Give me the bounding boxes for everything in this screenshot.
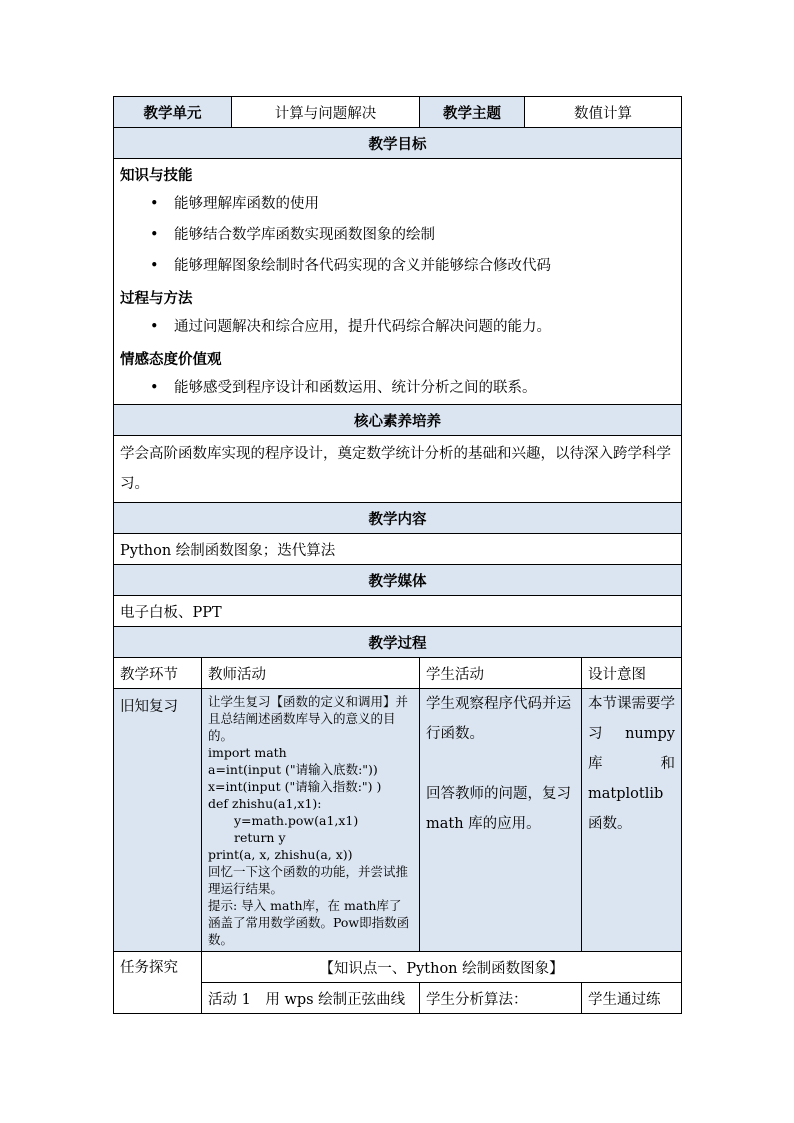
media-title: 教学媒体 (114, 565, 682, 596)
column-header-student: 学生活动 (420, 658, 582, 689)
review-student-1: 学生观察程序代码并运行函数。 (426, 696, 571, 742)
review-intent-1: 本节课需要学习 numpy (588, 696, 675, 742)
code-line: import math (208, 745, 287, 760)
lesson-plan-page (113, 96, 681, 1014)
review-student-2: 回答教师的问题，复习 math 库的应用。 (426, 786, 571, 832)
list-item: • 能够理解库函数的使用 (120, 189, 675, 220)
unit-value: 计算与问题解决 (232, 97, 420, 128)
code-line: print(a, x, zhishu(a, x)) (208, 847, 353, 862)
process-list (120, 312, 675, 343)
review-teacher-hint: 提示: 导入 math库，在 math库了涵盖了常用数学函数。Pow即指数函数。 (208, 898, 410, 947)
code-line: x=int(input ("请输入指数:") ) (208, 779, 382, 794)
process-heading: 过程与方法 (120, 290, 193, 307)
objectives-body (114, 159, 682, 405)
explore-knowledge-point: 【知识点一、Python 绘制函数图象】 (202, 952, 682, 983)
explore-teacher-activity: 活动 1 用 wps 绘制正弦曲线 (202, 983, 420, 1014)
content-title: 教学内容 (114, 503, 682, 534)
review-intent-3: matplotlib 函数。 (588, 786, 664, 832)
code-line: y=math.pow(a1,x1) (234, 813, 359, 828)
core-text: 学会高阶函数库实现的程序设计，奠定数学统计分析的基础和兴趣，以待深入跨学科学习。 (114, 436, 682, 503)
knowledge-heading: 知识与技能 (120, 167, 193, 184)
media-text: 电子白板、PPT (114, 596, 682, 627)
list-item: • 能够理解图象绘制时各代码实现的含义并能够综合修改代码 (120, 251, 675, 282)
emotion-heading: 情感态度价值观 (120, 351, 222, 368)
code-line: return y (234, 830, 286, 845)
explore-design-intent: 学生通过练 (582, 983, 682, 1014)
review-student-activity (420, 689, 582, 952)
unit-label: 教学单元 (114, 97, 232, 128)
lesson-plan-table (113, 96, 682, 1014)
explore-stage: 任务探究 (114, 952, 202, 1014)
review-intent-2: 库 和 (588, 756, 675, 772)
knowledge-list (120, 189, 675, 282)
review-teacher-intro: 让学生复习【函数的定义和调用】并且总结阐述函数库导入的意义的目的。 (208, 694, 409, 743)
column-header-teacher: 教师活动 (202, 658, 420, 689)
column-header-stage: 教学环节 (114, 658, 202, 689)
process-title: 教学过程 (114, 627, 682, 658)
review-teacher-after: 回忆一下这个函数的功能，并尝试推理运行结果。 (208, 864, 409, 896)
review-teacher-activity (202, 689, 420, 952)
code-line: def zhishu(a1,x1): (208, 796, 322, 811)
content-text: Python 绘制函数图象；迭代算法 (114, 534, 682, 565)
topic-value: 数值计算 (525, 97, 682, 128)
core-title: 核心素养培养 (114, 405, 682, 436)
code-line: a=int(input ("请输入底数:")) (208, 762, 378, 777)
list-item: • 能够感受到程序设计和函数运用、统计分析之间的联系。 (120, 373, 675, 404)
review-design-intent (582, 689, 682, 952)
list-item: • 能够结合数学库函数实现函数图象的绘制 (120, 220, 675, 251)
review-stage: 旧知复习 (114, 689, 202, 952)
topic-label: 教学主题 (420, 97, 525, 128)
column-header-intent: 设计意图 (582, 658, 682, 689)
emotion-list (120, 373, 675, 404)
list-item: • 通过问题解决和综合应用，提升代码综合解决问题的能力。 (120, 312, 675, 343)
objectives-title: 教学目标 (114, 128, 682, 159)
explore-student-activity: 学生分析算法： (420, 983, 582, 1014)
